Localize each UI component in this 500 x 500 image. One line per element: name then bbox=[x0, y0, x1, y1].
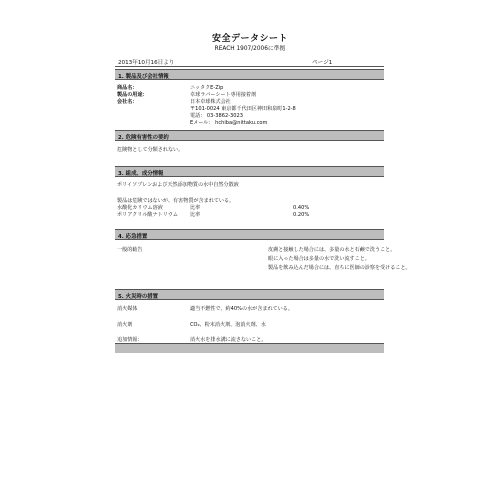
section-2-title: 2. 危険有害性の要約 bbox=[118, 134, 169, 141]
document-title: 安全データシート bbox=[211, 34, 288, 44]
additional-info-label: 追加情報： bbox=[117, 337, 143, 343]
product-use-label: 製品の用途： bbox=[117, 92, 148, 98]
first-aid-label: 一般的勧告 bbox=[117, 247, 143, 253]
page-number: ページ1 bbox=[312, 60, 333, 66]
extinguishing-media-label: 消火媒体 bbox=[117, 306, 138, 312]
document-subtitle: REACH 1907/2006に準拠 bbox=[214, 46, 286, 52]
hazard-summary-text: 危険物として分類されない。 bbox=[117, 147, 184, 153]
company-name-value: 日本卓球株式会社 bbox=[190, 99, 231, 105]
effective-date: 2013年10月16日より bbox=[118, 60, 175, 66]
first-aid-line: 製品を飲み込んだ場合には、直ちに医師の診察を受けること。 bbox=[268, 265, 411, 271]
product-name-value: ニッタクE-Zip bbox=[190, 85, 224, 91]
ingredient-ratio-value: 0.20% bbox=[293, 212, 310, 218]
company-name-label: 会社名： bbox=[117, 99, 138, 105]
ingredient-ratio-label: 比率 bbox=[190, 212, 201, 218]
header-divider bbox=[115, 66, 384, 67]
section-5-header bbox=[115, 289, 384, 300]
product-use-value: 卓球ラバーシート専用接着剤 bbox=[190, 92, 257, 98]
composition-description: ポリイソプレンおよび天然添加物質の水中自然分散液 bbox=[117, 182, 239, 188]
first-aid-line: 皮膚と接触した場合には、多量の水と石鹸で洗うこと。 bbox=[268, 247, 396, 253]
company-email: Eメール： hchiba@nittaku.com bbox=[190, 120, 268, 126]
first-aid-line: 眼に入った場合は多量の水で洗い流すこと。 bbox=[268, 256, 370, 262]
section-5-title: 5. 火災時の措置 bbox=[118, 293, 159, 300]
extinguishing-media-value: 適当不燃性で、約40%の水が含まれている。 bbox=[190, 306, 293, 312]
section-3-header bbox=[115, 166, 384, 177]
product-name-label: 商品名： bbox=[117, 85, 138, 91]
ingredient-ratio-value: 0.40% bbox=[293, 205, 310, 211]
ingredient-ratio-label: 比率 bbox=[190, 205, 201, 211]
ingredient-name: ポリアクリル酸ナトリウム bbox=[117, 212, 178, 218]
section-4-header bbox=[115, 229, 384, 240]
section-4-title: 4. 応急措置 bbox=[118, 233, 148, 240]
extinguisher-value: CO₂、粉末消火剤、泡消火剤、水 bbox=[190, 322, 266, 328]
additional-info-value: 消火水を排水溝に流さないこと。 bbox=[190, 337, 267, 343]
extinguisher-label: 消火剤 bbox=[117, 322, 133, 328]
ingredient-name: 水酸化カリウム溶液 bbox=[117, 205, 163, 211]
section-6-header-partial bbox=[115, 343, 384, 353]
section-1-header bbox=[115, 69, 384, 80]
composition-note: 製品は危険ではないが、有害物質が含まれている。 bbox=[117, 198, 235, 204]
section-1-title: 1. 製品及び会社情報 bbox=[118, 73, 169, 80]
company-phone: 電話： 03-3862-3023 bbox=[190, 113, 243, 119]
section-3-title: 3. 組成、成分情報 bbox=[118, 170, 164, 177]
company-address: 〒101-0024 東京都千代田区神田和泉町1-2-8 bbox=[190, 106, 296, 112]
section-2-header bbox=[115, 130, 384, 141]
